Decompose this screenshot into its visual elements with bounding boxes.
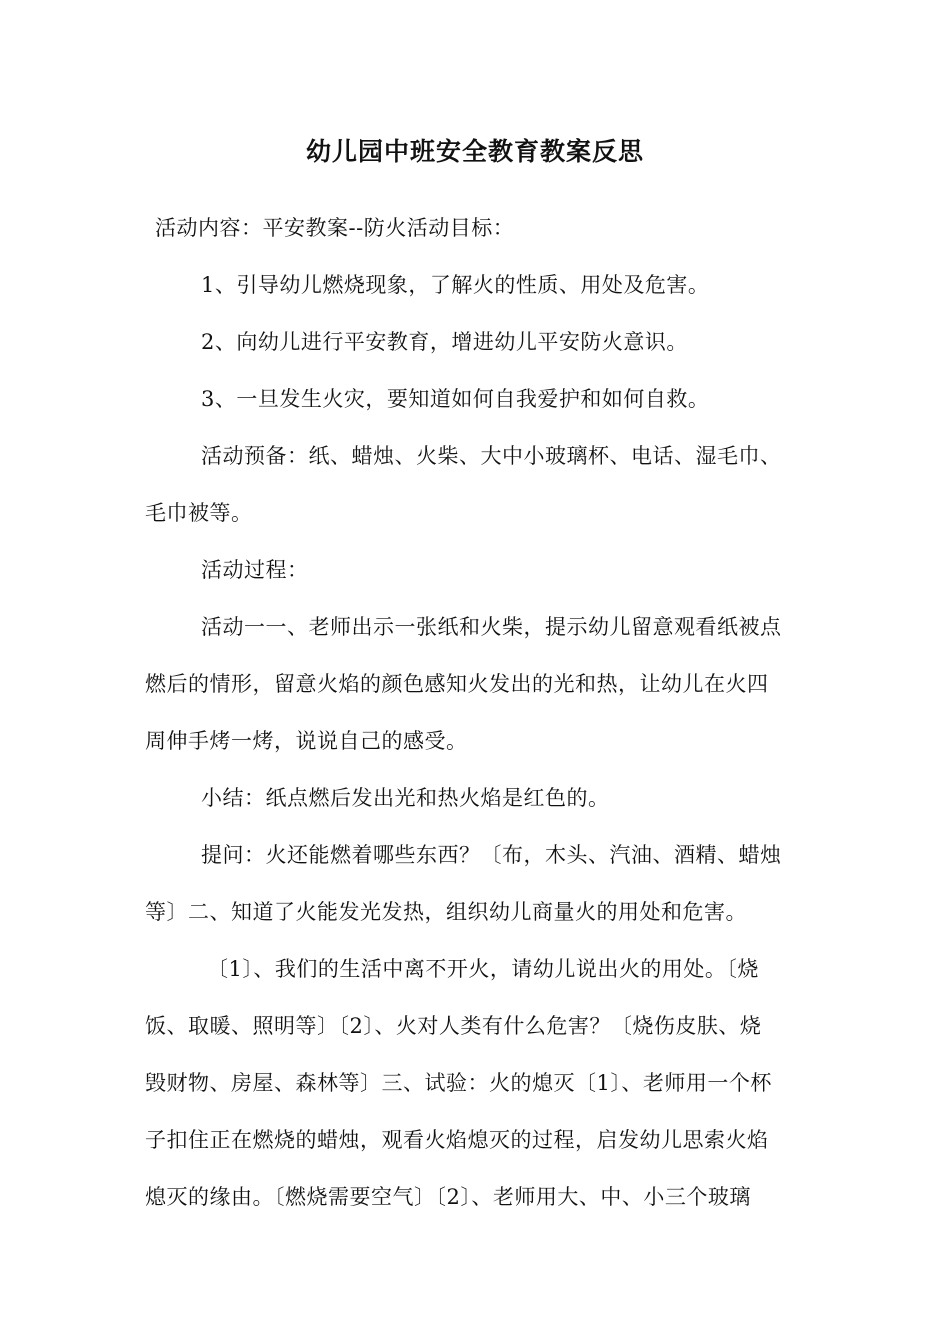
body-text-line: 熄灭的缘由。〔燃烧需要空气〕〔2〕、老师用大、中、小三个玻璃 (145, 1185, 751, 1209)
body-text-line: 活动一一、老师出示一张纸和火柴，提示幼儿留意观看纸被点 (201, 615, 782, 639)
body-text-line: 2、向幼儿进行平安教育，增进幼儿平安防火意识。 (201, 330, 688, 354)
body-text-line: 小结：纸点燃后发出光和热火焰是红色的。 (201, 786, 610, 810)
body-text-line: 燃后的情形，留意火焰的颜色感知火发出的光和热，让幼儿在火四 (145, 672, 769, 696)
body-text-line: 〔1〕、我们的生活中离不开火，请幼儿说出火的用处。〔烧 (207, 957, 759, 981)
body-text-line: 1、引导幼儿燃烧现象，了解火的性质、用处及危害。 (201, 273, 710, 297)
body-text-line: 3、一旦发生火灾，要知道如何自我爱护和如何自救。 (201, 387, 710, 411)
body-text-line: 子扣住正在燃烧的蜡烛，观看火焰熄灭的过程，启发幼儿思索火焰 (145, 1128, 769, 1152)
body-text-line: 提问：火还能燃着哪些东西？〔布，木头、汽油、酒精、蜡烛 (201, 843, 782, 867)
body-text-line: 毛巾被等。 (145, 501, 253, 525)
document-title: 幼儿园中班安全教育教案反思 (305, 137, 644, 166)
body-text-line: 周伸手烤一烤，说说自己的感受。 (145, 729, 468, 753)
body-text-line: 饭、取暖、照明等〕〔2〕、火对人类有什么危害？〔烧伤皮肤、烧 (145, 1014, 762, 1038)
body-text-line: 毁财物、房屋、森林等〕三、试验：火的熄灭〔1〕、老师用一个杯 (145, 1071, 772, 1095)
body-text-line: 活动预备：纸、蜡烛、火柴、大中小玻璃杯、电话、湿毛巾、 (201, 444, 782, 468)
document-body (145, 200, 813, 1226)
body-text-line: 活动内容：平安教案--防火活动目标： (155, 216, 515, 240)
body-text-line: 等〕二、知道了火能发光发热，组织幼儿商量火的用处和危害。 (145, 900, 747, 924)
body-text-line: 活动过程： (201, 558, 309, 582)
